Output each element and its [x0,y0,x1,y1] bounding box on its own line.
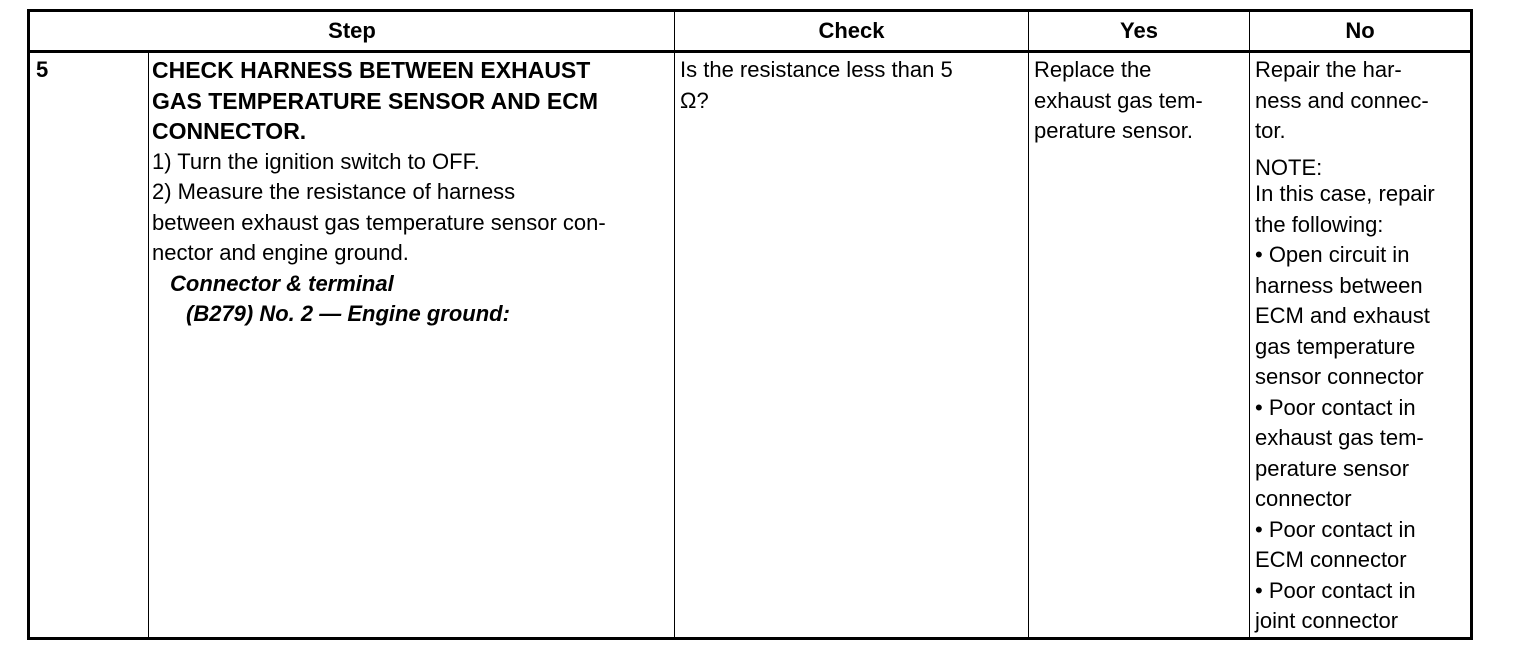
instruction-line-4: nector and engine ground. [152,240,409,265]
note-line-15: joint connector [1255,608,1399,633]
instruction-line-2: 2) Measure the resistance of harness [152,179,516,204]
yes-line-2: exhaust gas tem- [1034,87,1203,113]
connector-value: (B279) No. 2 — Engine ground: [186,301,510,326]
check-cell [675,52,1029,639]
note-line-9: exhaust gas tem- [1255,425,1424,450]
yes-cell [1029,52,1250,639]
step-description-cell [149,52,675,639]
check-line-2: Ω? [680,87,709,113]
table-row [29,52,1472,639]
header-step: Step [29,11,675,52]
note-line-11: connector [1255,486,1352,511]
step-number-cell [29,52,149,639]
connector-label: Connector & terminal [170,270,394,296]
no-line-1: Repair the har- [1255,57,1402,82]
note-line-14: • Poor contact in [1255,577,1416,603]
yes-line-1: Replace the [1034,57,1152,82]
note-line-7: sensor connector [1255,364,1424,389]
note-line-1: In this case, repair [1255,181,1435,206]
no-line-3: tor. [1255,118,1286,143]
header-yes: Yes [1029,11,1250,52]
instruction-line-3: between exhaust gas temperature sensor con- [152,209,606,235]
note-line-8: • Poor contact in [1255,394,1416,420]
no-line-2: ness and connec- [1255,87,1429,113]
note-line-12: • Poor contact in [1255,516,1416,542]
step-title-line-1: CHECK HARNESS BETWEEN EXHAUST [152,57,591,83]
header-check: Check [675,11,1029,52]
no-cell [1250,52,1472,639]
header-row [29,11,1472,52]
diagnostic-table [27,9,1473,640]
check-line-1: Is the resistance less than 5 [680,57,953,82]
note-label: NOTE: [1255,154,1323,180]
note-line-5: ECM and exhaust [1255,303,1430,328]
header-no: No [1250,11,1472,52]
note-line-13: ECM connector [1255,547,1407,572]
note-line-2: the following: [1255,211,1384,237]
step-title-line-3: CONNECTOR. [152,118,307,144]
note-line-3: • Open circuit in [1255,242,1410,267]
step-title-line-2: GAS TEMPERATURE SENSOR AND ECM [152,87,598,114]
yes-line-3: perature sensor. [1034,118,1193,143]
note-line-4: harness between [1255,272,1423,298]
instruction-line-1: 1) Turn the ignition switch to OFF. [152,148,480,174]
step-number: 5 [36,57,49,82]
note-line-6: gas temperature [1255,333,1416,359]
note-line-10: perature sensor [1255,455,1410,481]
